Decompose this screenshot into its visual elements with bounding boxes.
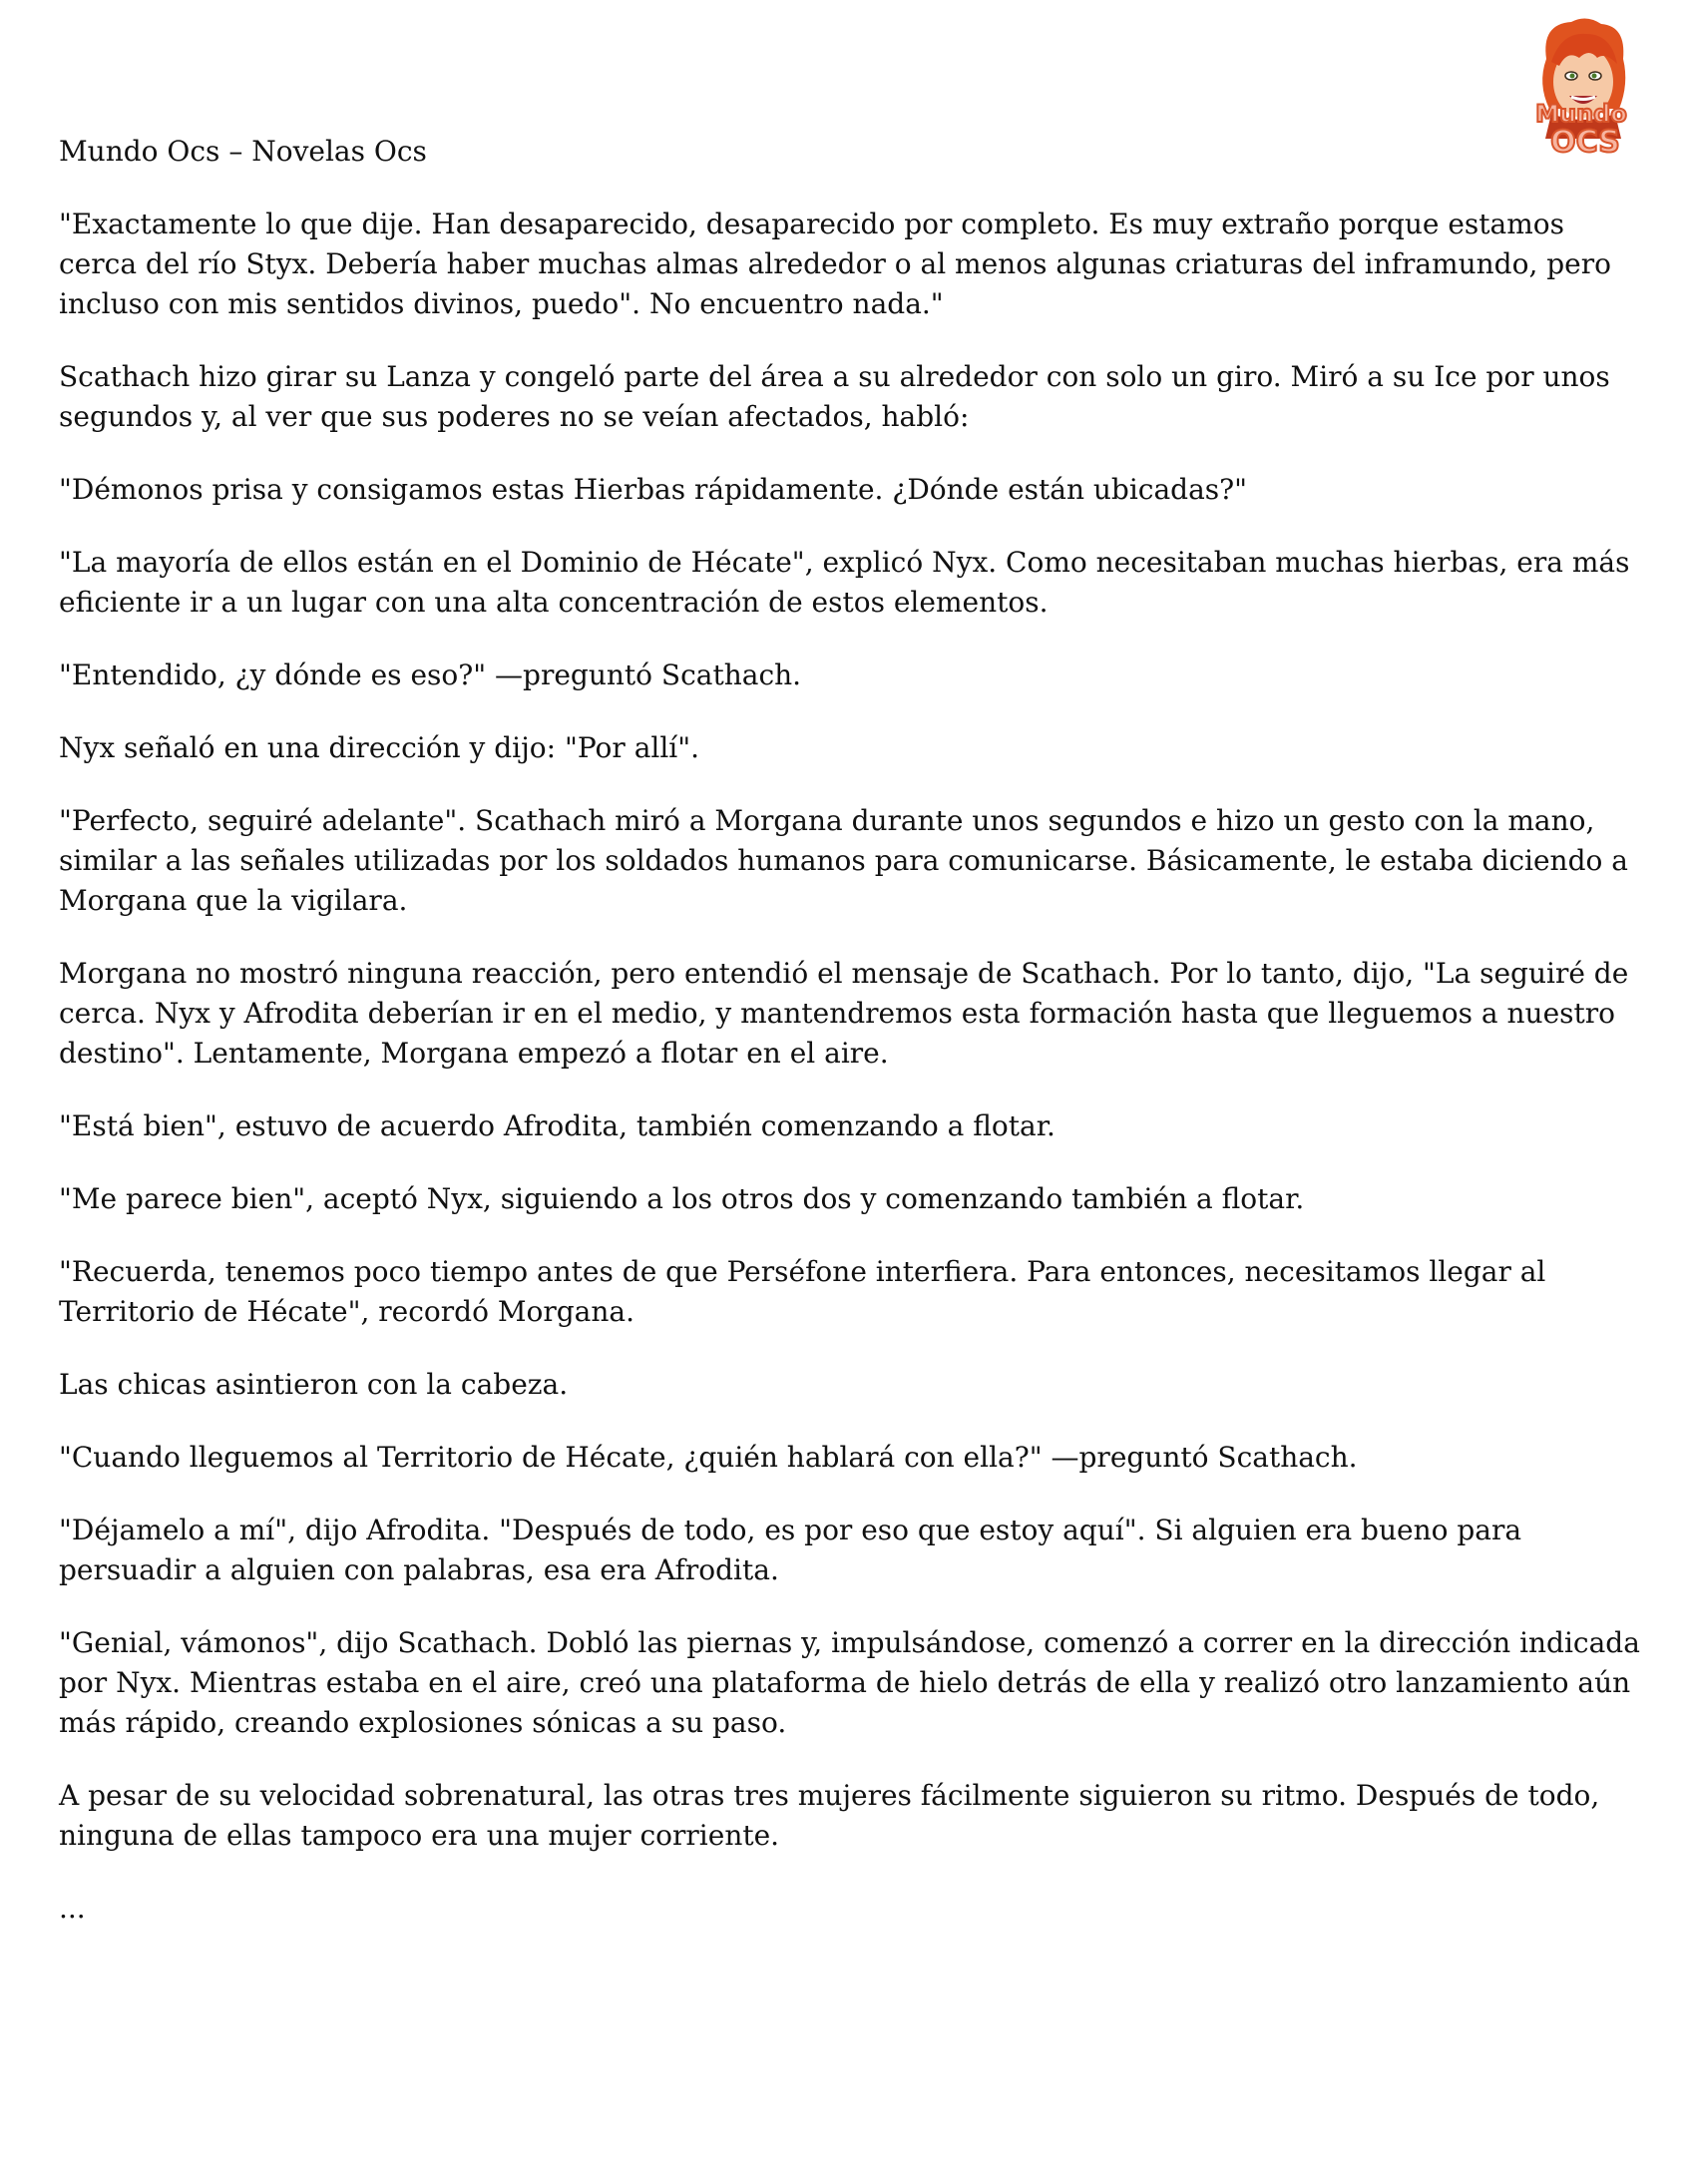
page-header-title: Mundo Ocs – Novelas Ocs	[59, 135, 427, 168]
paragraph: "Genial, vámonos", dijo Scathach. Dobló las piernas y, impulsándose, comenzó a correr en la dirección indicada por Nyx. Mientras estaba en el aire, creó una plataforma de hielo detrás de ella y realizó otro lanzamiento aún más rápido, creando explosiones sónicas a su paso.	[59, 1626, 1640, 1739]
paragraph: Nyx señaló en una dirección y dijo: "Por allí".	[59, 731, 700, 764]
story-body	[59, 205, 1643, 1962]
paragraph: "Exactamente lo que dije. Han desaparecido, desaparecido por completo. Es muy extraño porque estamos cerca del río Styx. Debería haber muchas almas alrededor o al menos algunas criaturas del inframundo, pero incluso con mis sentidos divinos, puedo". No encuentro nada."	[59, 208, 1611, 320]
paragraph: "Déjamelo a mí", dijo Afrodita. "Después de todo, es por eso que estoy aquí". Si alguien era bueno para persuadir a alguien con palabras, esa era Afrodita.	[59, 1514, 1522, 1586]
paragraph: A pesar de su velocidad sobrenatural, las otras tres mujeres fácilmente siguieron su ritmo. Después de todo, ninguna de ellas tampoco era una mujer corriente.	[59, 1779, 1600, 1852]
paragraph: "Recuerda, tenemos poco tiempo antes de que Perséfone interfiera. Para entonces, necesitamos llegar al Territorio de Hécate", recordó Morgana.	[59, 1255, 1546, 1328]
paragraph: "Está bien", estuvo de acuerdo Afrodita, también comenzando a flotar.	[59, 1109, 1055, 1142]
paragraph: "Me parece bien", aceptó Nyx, siguiendo a los otros dos y comenzando también a flotar.	[59, 1182, 1305, 1215]
logo-text-mundo: Mundo	[1535, 100, 1627, 128]
paragraph: "Cuando lleguemos al Territorio de Hécate, ¿quién hablará con ella?" —preguntó Scathach.	[59, 1441, 1358, 1474]
paragraph: "La mayoría de ellos están en el Dominio de Hécate", explicó Nyx. Como necesitaban muchas hierbas, era más eficiente ir a un lugar con una alta concentración de estos elementos.	[59, 546, 1630, 619]
paragraph: Scathach hizo girar su Lanza y congeló parte del área a su alrededor con solo un giro. Miró a su Ice por unos segundos y, al ver que sus poderes no se veían afectados, habló:	[59, 360, 1610, 433]
paragraph: "Perfecto, seguiré adelante". Scathach miró a Morgana durante unos segundos e hizo un gesto con la mano, similar a las señales utilizadas por los soldados humanos para comunicarse. Básicamente, le estaba diciendo a Morgana que la vigilara.	[59, 804, 1628, 917]
paragraph: "Démonos prisa y consigamos estas Hierbas rápidamente. ¿Dónde están ubicadas?"	[59, 473, 1248, 506]
paragraph: Morgana no mostró ninguna reacción, pero entendió el mensaje de Scathach. Por lo tanto, dijo, "La seguiré de cerca. Nyx y Afrodita deberían ir en el medio, y mantendremos esta formación hasta que lleguemos a nuestro destino". Lentamente, Morgana empezó a flotar en el aire.	[59, 957, 1629, 1070]
mundo-ocs-logo	[1501, 14, 1661, 174]
paragraph: "Entendido, ¿y dónde es eso?" —preguntó Scathach.	[59, 658, 802, 691]
paragraph: Las chicas asintieron con la cabeza.	[59, 1368, 569, 1401]
ellipsis: ...	[59, 1892, 86, 1925]
logo-text-ocs: OCS	[1550, 125, 1620, 160]
